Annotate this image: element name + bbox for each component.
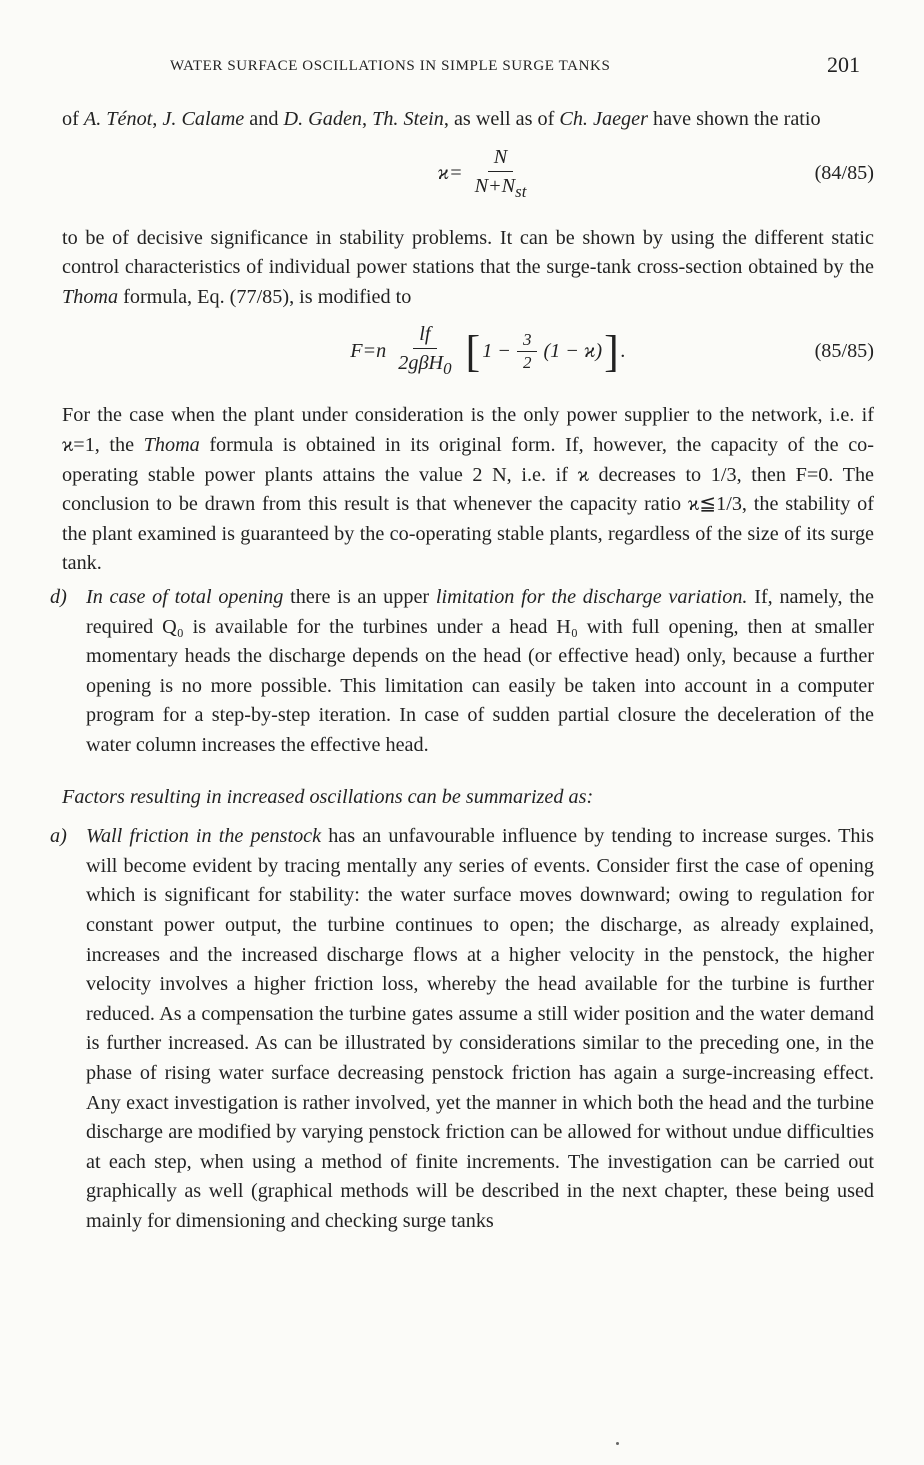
item-a — [50, 822, 874, 1236]
ratio-numerator: N — [488, 143, 513, 172]
intro-comma-1: , — [152, 108, 163, 130]
paragraph-2-end: formula, Eq. (77/85), is modified to — [118, 285, 412, 308]
paragraph-thoma-original-form — [62, 401, 874, 579]
item-d-text-1: there is an upper — [283, 586, 436, 608]
equation-85-85 — [62, 320, 874, 383]
item-d-paragraph — [86, 583, 874, 761]
running-head: WATER SURFACE OSCILLATIONS IN SIMPLE SURGE TANKS — [170, 58, 611, 74]
thoma-reference-2: Thoma — [143, 434, 200, 457]
paragraph-stability-problems — [62, 224, 874, 313]
equation-period: . — [620, 340, 626, 363]
item-a-italic-heading: Wall friction in the penstock — [86, 825, 322, 848]
kappa-lhs: ϰ= — [437, 162, 463, 185]
equation-number-85: (85/85) — [814, 340, 874, 363]
item-d — [50, 583, 874, 761]
item-a-text: has an unfavourable influence by tending to increase surges. This will become evident by tracing mentally any series of events. Consider first the case of opening which is significant for stability: the water surface moves downward; owing to regulation for constant power output, the turbine continues to open; the discharge, as already explained, increases and the increased discharge flows at a higher velocity in the penstock, the higher velocity involves a higher friction loss, whereby the head available for the turbine is further reduced. As a compensation the turbine gates assume a still wider position and the water demand is further increased. As can be illustrated by considerations similar to the preceding one, in the phase of rising water surface decreasing penstock friction has again a surge-increasing effect. Any exact investigation is rather involved, yet the manner in which both the head and the turbine discharge are modified by varying penstock friction can be allowed for without undue difficulties at each step, when using a method of finite increments. The investigation can be carried out graphically as well (graphical methods will be described in the next chapter, these being used mainly for dimensioning and checking surge tanks — [86, 825, 874, 1232]
thoma-reference-1: Thoma — [62, 285, 119, 308]
paragraph-3-text: For the case when the plant under consideration is the only power supplier to the network, i.e. if ϰ=1, the — [62, 404, 874, 457]
ratio-subscript: st — [515, 181, 527, 201]
page-speck — [616, 1442, 619, 1445]
three-halves-numerator: 3 — [517, 329, 538, 352]
bracket-inner-1: 1 − — [482, 340, 511, 363]
author-calame: J. Calame — [162, 108, 245, 130]
item-d-italic-limitation: limitation for the discharge variation. — [435, 586, 748, 608]
three-halves-denominator: 2 — [522, 353, 532, 373]
item-d-text-2: If, namely, the required Q₀ is available for the turbines under a head H₀ with full opening, then at smaller momentary heads the discharge depends on the head (or effective head) only, because a further opening is no more possible. This limitation can easily be taken into account in a computer program for a step-by-step iteration. In case of sudden partial closure the deceleration of the water column increases the effective head. — [86, 586, 874, 756]
paragraph-3-end: formula is obtained in its original form. If, however, the capacity of the co-operating stable power plants attains the value 2 N, i.e. if ϰ decreases to 1/3, then F=0. The conclusion to be drawn from this result is that whenever the capacity ratio ϰ≦1/3, the stability of the plant examined is guaranteed by the co-operating stable plants, regardless of the size of its surge tank. — [62, 434, 874, 575]
intro-paragraph — [62, 105, 874, 135]
left-bracket: [ — [465, 326, 481, 376]
item-a-label: a) — [50, 825, 67, 848]
ratio-fraction — [469, 143, 533, 206]
author-jaeger: Ch. Jaeger — [559, 108, 648, 130]
item-d-italic-heading: In case of total opening — [86, 586, 284, 608]
intro-mid-text: , as well as of — [443, 108, 560, 130]
ratio-denominator — [469, 172, 533, 206]
page-number: 201 — [827, 52, 860, 77]
area-lhs: F=n — [350, 340, 387, 363]
capacity-ratio-formula — [242, 143, 734, 206]
area-subscript: 0 — [443, 359, 452, 379]
surge-tank-area-formula — [242, 320, 734, 383]
paragraph-2-text: to be of decisive significance in stability problems. It can be shown by using the different static control characteristics of individual power stations that the surge-tank cross-section obtained by the — [62, 226, 874, 279]
area-denominator-main: 2gβH — [398, 352, 444, 375]
intro-comma-2: , — [362, 108, 373, 130]
author-gaden: D. Gaden — [283, 108, 362, 130]
author-stein: Th. Stein — [372, 108, 444, 130]
right-bracket: ] — [604, 326, 619, 376]
item-d-label: d) — [50, 586, 67, 608]
equation-84-85 — [62, 143, 874, 206]
bracket-inner-2: (1 − ϰ) — [543, 340, 603, 363]
intro-end-text: have shown the ratio — [647, 108, 821, 130]
section-subheading: Factors resulting in increased oscillations can be summarized as: — [62, 785, 594, 808]
three-halves-fraction — [517, 329, 538, 374]
area-denominator — [392, 349, 457, 383]
area-main-fraction — [392, 320, 457, 383]
item-a-paragraph — [86, 822, 874, 1236]
ratio-denominator-main: N+N — [474, 174, 516, 197]
author-tenot: A. Ténot — [83, 108, 153, 130]
area-numerator: lf — [413, 320, 436, 349]
equation-number-84: (84/85) — [814, 162, 874, 185]
intro-text-start: of — [62, 108, 84, 130]
intro-and: and — [244, 108, 284, 130]
page-content — [50, 105, 874, 1236]
